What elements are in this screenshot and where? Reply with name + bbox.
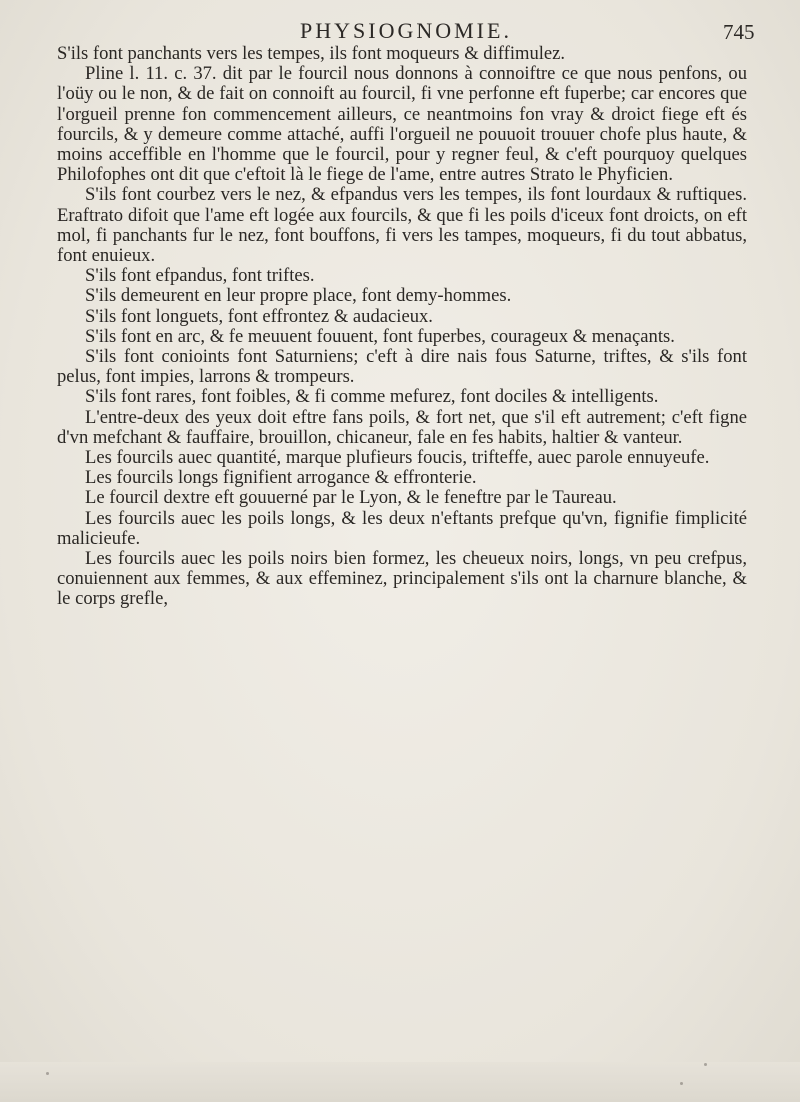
page-number: 745 bbox=[723, 20, 755, 44]
paragraph: S'ils font conioints font Saturniens; c'eft à dire nais fous Saturne, triftes, & s'ils font pelus, font impies, larrons & trompeurs. bbox=[57, 346, 747, 388]
paragraph: Le fourcil dextre eft gouuerné par le Lyon, & le feneftre par le Taureau. bbox=[85, 487, 617, 509]
running-title: PHYSIOGNOMIE. bbox=[300, 18, 512, 43]
paragraph: S'ils font efpandus, font triftes. bbox=[85, 265, 315, 287]
paragraph: Pline l. 11. c. 37. dit par le fourcil nous donnons à connoiftre ce que nous penfons, ou l'oüy ou le non, & de fait on connoift au fourcil, fi vne perfonne eft fuperbe; car encores que l'orgueil prenne fon commencement ailleurs, ce neantmoins fon vray & droict fiege eft és fourcils, & y demeure comme attaché, auffi l'orgueil ne pouuoit trouuer chofe plus haute, & moins acceffible en l'homme que le fourcil, pour y regner feul, & c'eft pourquoy quelques Philofophes ont dit que c'eftoit là le fiege de l'ame, entre autres Strato le Phyficien. bbox=[57, 63, 747, 186]
paragraph: S'ils font panchants vers les tempes, ils font moqueurs & diffimulez. bbox=[57, 43, 566, 64]
paragraph: L'entre-deux des yeux doit eftre fans poils, & fort net, que s'il eft autrement; c'eft figne d'vn mefchant & fauffaire, brouillon, chicaneur, fale en fes habits, haltier & vanteur. bbox=[57, 406, 747, 448]
paragraph: S'ils font longuets, font effrontez & audacieux. bbox=[85, 305, 433, 327]
paragraph: Les fourcils auec quantité, marque plufieurs foucis, trifteffe, auec parole ennuyeufe. bbox=[85, 447, 710, 469]
paragraph: S'ils demeurent en leur propre place, font demy-hommes. bbox=[85, 285, 512, 307]
ink-speck bbox=[46, 1072, 49, 1075]
ink-speck bbox=[680, 1082, 683, 1085]
paragraph: S'ils font en arc, & fe meuuent fouuent, font fuperbes, courageux & menaçants. bbox=[85, 325, 675, 347]
paragraph: Les fourcils auec les poils longs, & les deux n'eftants prefque qu'vn, fignifie fimplicité malicieufe. bbox=[57, 507, 747, 549]
paragraph: S'ils font courbez vers le nez, & efpandus vers les tempes, ils font lourdaux & ruftiques. Eraftrato difoit que l'ame eft logée aux fourcils, & que fi les poils d'iceux font droicts, on eft mol, fi panchants fur le nez, font bouffons, fi vers les tampes, moqueurs, fi du tout abbatus, font enuieux. bbox=[57, 184, 747, 267]
paragraph: S'ils font rares, font foibles, & fi comme mefurez, font dociles & intelligents. bbox=[85, 386, 659, 408]
ink-speck bbox=[704, 1063, 707, 1066]
body-text bbox=[57, 44, 747, 610]
paragraph: Les fourcils auec les poils noirs bien formez, les cheueux noirs, longs, vn peu crefpus, conuiennent aux femmes, & aux effeminez, principalement s'ils ont la charnure blanche, & le corps grefle, bbox=[57, 548, 747, 610]
paragraph: Les fourcils longs fignifient arrogance & effronterie. bbox=[85, 467, 477, 489]
